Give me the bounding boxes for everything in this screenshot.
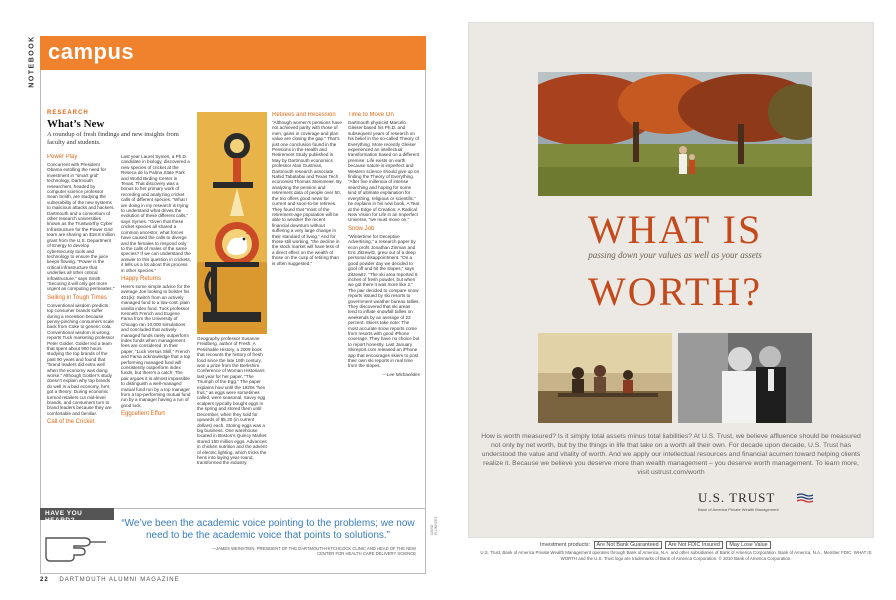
column-1: [47, 154, 115, 494]
pointing-hand-icon: [44, 524, 110, 564]
article-body-power-play: Concurrent with President Obama extolling the need for investment in “smart grid” technology, Dartmouth researchers, headed by computer science professor Sean Smith, are studying the vulnerability of the new systems to malicious attacks and hackers. Dartmouth and a consortium of other research universities known as the Trustworthy Cyber Infrastructure for the Power Grid team are sharing an $18.8 million grant from the U.S. Department of Energy to develop cybersecurity tools and technology to ensure the juice keeps flowing. “Power is the critical infrastructure that underlies all other critical infrastructure,” says Smith. “Securing it will only get more urgent as computing permeates.”: [47, 162, 115, 292]
ad-headline-top: WHAT IS: [587, 207, 763, 252]
flag-logo-icon: [796, 491, 814, 503]
article-body-retirees: “Although women’s pensions have not achieved parity with those of men, gains in coverage and plan value are closing the gap.” That’s just one conclusion found in the Pensions in the Health and Retirement Study published in May by Dartmouth economics professor Alan Gustman, Dartmouth research associate Nahid Tabatabai and Texas Tech economist Thomas Steinmeier. By analyzing the pension and retirement data of people over 50, the trio offers good news for current and soon-to-be retirees. They found that “most of the retirement-age population will be able to weather the recent financial downturn without suffering a very large change in their standard of living.” And for those still working, “the decline in the stock market will have less of a direct effect on the wealth of those on the cusp of retiring than is often suggested.”: [272, 120, 342, 266]
article-title-cricket: Call of the Cricket: [47, 419, 95, 426]
ustrust-logo: U.S. TRUST: [698, 490, 776, 505]
column-4: [272, 112, 342, 500]
section-header: [40, 36, 426, 70]
article-title-selling: Selling in Tough Times: [47, 294, 107, 301]
section-tab-label: NOTEBOOK: [28, 35, 36, 88]
article-body-cricket: Last year Laurel Symes, a Ph.D. candidate in biology, discovered a new species of cricket at the Reseca de la Palma State Park and World Birding Center in Texas. That discovery was a bonus to her primary work of recording and analyzing cricket calls of different species. “What I am doing in my research is trying to understand what drives the evolution of these different calls,” says Symes. “Given that these cricket species all shared a common ancestor, what forces have caused the calls to diverge and the females to respond only to the calls of males of the same species? If we can understand the answer to this question in crickets, it tells us a lot about this process in other species.”: [121, 154, 191, 273]
ustrust-logo-subtitle: Bank of America Private Wealth Management: [698, 507, 779, 512]
column-5: [348, 112, 420, 500]
folio: [40, 577, 180, 583]
folio-page-number: 22: [40, 577, 49, 583]
article-byline: —Lee Michaelides: [382, 371, 420, 377]
disclosure-box: May Lose Value: [726, 541, 770, 549]
disclosure-label: Investment products:: [540, 542, 591, 548]
disclosure-fine-print: U.S. Trust, Bank of America Private Wealth Management operates through Bank of America, N.A. and other subsidiaries of Bank of America Corporation. Bank of America, N.A., Member FDIC. WHAT IS WORTH and the U.S. Trust logo are trademarks of Bank of America Corporation. © 2010 Bank of America Corporation.: [480, 550, 872, 561]
illustration-credit: DAVID PLUNKERT: [430, 516, 438, 535]
have-you-heard-label: HAVE YOU HEARD?: [45, 510, 83, 524]
wedding-couple-photo-icon: [678, 333, 812, 423]
ad-headline-bottom: WORTH?: [588, 269, 762, 314]
wedding-couple-photo: [678, 333, 812, 423]
pull-quote-attribution: —JAMES WEINSTEIN, PRESIDENT OF THE DARTMOUTH-HITCHCOCK CLINIC AND HEAD OF THE NEW CENTER FOR HEALTH CARE DELIVERY SCIENCE: [211, 546, 416, 556]
article-body-time-to-move-on: Dartmouth physicist Marcelo Gleiser based his Ph.D. and subsequent years of research on his belief in the so-called Theory of Everything. More recently Gleiser experienced an intellectual transformation based on a different premise: Life exists on earth because nature is imperfect and Western science should give up on finding the Theory of Everything. “After five millennia of intense searching and hoping for some kind of ultimate explanation for everything, religious or scientific,” he explains in his new book, A Tear at the Edge of Creation: A Radical New Vision for Life in an Imperfect Universe, “we must move on.”: [348, 120, 420, 223]
article-body-eggcellent: Geography professor Susanne Freidberg, author of Fresh: A Perishable History, a 2009 book that recounts the history of fresh food since the late 19th century, won a prize from the Berkshire Conference of Woman Historians last year for her paper, “The Triumph of the Egg.” The paper explains how until the 1920s “hen fruit,” as eggs were sometimes called, were seasonal. Savvy egg scalpers typically bought eggs in the spring and stored them until December, when they sold for upwards of $5.30 (in current dollars) each. Storing eggs was a big business. One warehouse located in Boston’s Quincy Market stored 150 million eggs. Advances in chicken nutrition and the advent of electric lighting, which tricks the hens into laying year-round, transformed the industry.: [197, 336, 267, 466]
article-body-happy-returns: Here’s some simple advice for the average Joe looking to bolster his 401(k): Switch from an actively managed fund to a low-cost, plain vanilla index fund. Tuck professor Kenneth French and Eugene Fama from the University of Chicago ran 10,000 simulations and concluded that actively managed funds rarely outperform index funds when management fees are considered. In their paper, “Luck Versus Skill,” French and Fama acknowledge that a top performing managed fund will consistently outperform index funds, but there’s a catch: The pair argues it is almost impossible to distinguish a well-managed mutual fund run by a top manager from a top-performing mutual fund run by a manager having a run of good luck.: [121, 283, 191, 408]
pointing-hand-graphic-icon: [44, 524, 110, 564]
folio-magazine-title: DARTMOUTH ALUMNI MAGAZINE: [59, 577, 180, 583]
article-title-power-play: Power Play: [47, 154, 78, 160]
column-3: [197, 336, 267, 500]
have-you-heard-label-bar: [40, 508, 114, 524]
ad-body-copy: How is worth measured? Is it simply total assets minus total liabilities? At U.S. Trust, we believe affluence should be measured not only by net worth, but by the things in life that take on a worth all their own. For decade upon decade, U.S. Trust has understood the value and vitality of worth. And we apply our intellectual resources and financial acumen toward helping clients realize it. Because we believe you deserve more than wealth management – you deserve worth management. To learn more, visit ustrust.com/worth: [481, 433, 861, 476]
investment-disclosure: [540, 541, 771, 549]
article-title-retirees: Retirees and Recession: [272, 112, 336, 118]
autumn-park-photo-icon: [538, 72, 812, 196]
section-title: campus: [48, 39, 135, 64]
ad-tagline: passing down your values as well as your assets: [588, 250, 762, 260]
article-title-snow-job: Snow Job: [348, 225, 375, 232]
research-label: RESEARCH: [47, 110, 89, 116]
disclosure-box: Are Not Bank Guaranteed: [594, 541, 662, 549]
article-title-happy-returns: Happy Returns: [121, 275, 162, 282]
ustrust-flag-graphic-icon: [796, 492, 814, 504]
family-bench-photo-icon: [538, 333, 672, 423]
microscope-illustration-icon: [197, 112, 267, 334]
page-title: What’s New: [47, 118, 105, 130]
article-body-snow-job: “Wintertime for Deceptive Advertising,” a research paper by econ profs Jonathan Zinman and Eric Zitzewitz, grew out of a deep personal disappointment. “On a good powder day we decided to goof off and hit the slopes,” says Zitzewitz. “The ski area reported 6 inches of fresh powder, but when we got there it was more like 2.” The pair decided to compare snow reports issued by ski resorts to government weather bureau tallies. They discovered that ski areas tend to inflate snowfall tallies on weekends by an average of 23 percent. Skiers take note: The most accurate snow reports come from resorts with good iPhone coverage. They have no choice but to report honestly. Last January Skireport.com released an iPhone app that encourages skiers to post their own ski reports in real time from the slopes.: [348, 233, 420, 369]
autumn-family-photo: [538, 72, 812, 196]
article-title-time-to-move-on: Time to Move On: [348, 112, 394, 118]
column-2: [121, 154, 191, 500]
pull-quote: “We’ve been the academic voice pointing to the problems; we now need to be the academic voice that points to solutions.”: [121, 518, 415, 541]
page-subtitle: A roundup of fresh findings and new insights from faculty and students.: [47, 131, 179, 146]
article-title-eggcellent: Eggcellent Effort: [121, 411, 165, 418]
section-tab: [24, 36, 38, 96]
disclosure-box: Are Not FDIC Insured: [665, 541, 723, 549]
family-bench-photo: [538, 333, 672, 423]
article-body-selling: Conventional wisdom predicts top consumer brands suffer during a recession because penny-pinching consumers scale back from Coke to generic cola. Conventional wisdom is wrong, reports Tuck marketing professor Peter Golder. Golder led a team that spent about 900 hours studying the top brands of the past 90 years and found that “brand leaders did extra well when the economy was doing worse.” Although Golder’s study doesn’t explain why top brands do well in a bad economy, he’s got a theory: During economic turmoil retailers cut mid-level brands, and consumers turn to brand leaders because they are comfortable and familiar.: [47, 302, 115, 416]
microscope-egg-illustration: [197, 112, 267, 334]
